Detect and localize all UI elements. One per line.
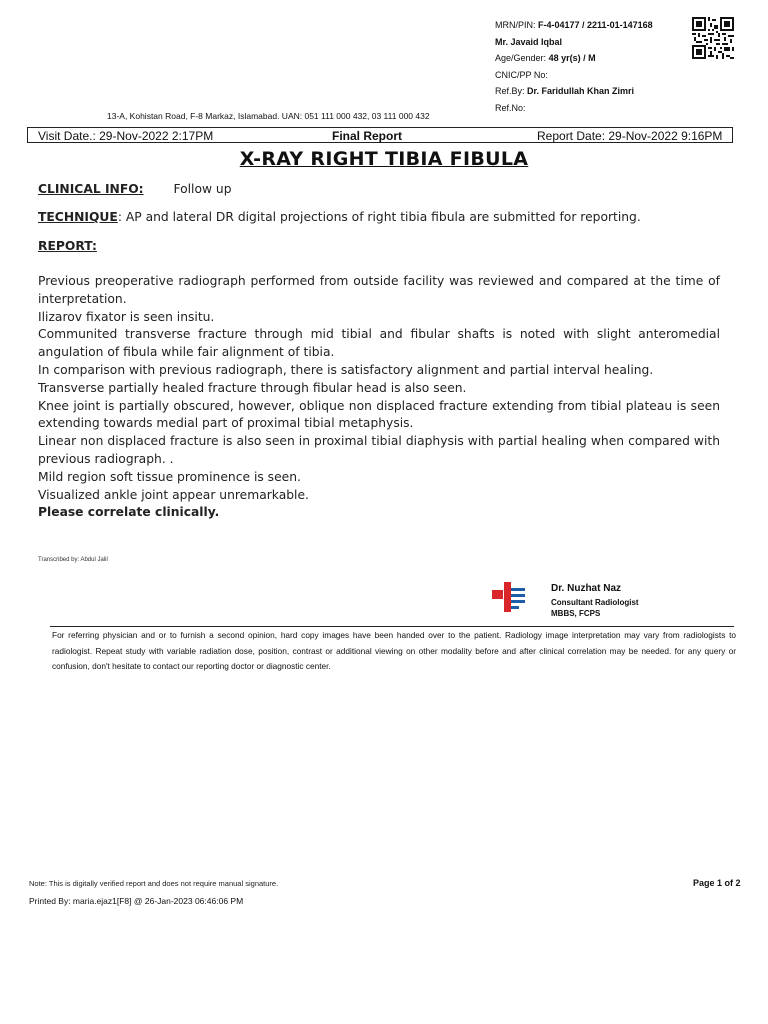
signature-block — [551, 583, 639, 619]
qr-code-icon — [692, 17, 734, 59]
mrn-label: MRN/PIN: — [495, 20, 536, 30]
finding-item: In comparison with previous radiograph, there is satisfactory alignment and partial interval healing. — [38, 362, 654, 377]
doctor-name: Dr. Nuzhat Naz — [551, 583, 622, 594]
clinical-info-value: Follow up — [173, 182, 232, 196]
page-number: Page 1 of 2 — [693, 878, 741, 888]
mrn-value: F-4-04177 / 2211-01-147168 — [538, 20, 653, 30]
technique-row — [38, 209, 720, 227]
findings-list — [38, 273, 720, 522]
refby-row — [495, 83, 653, 100]
finding-item: Mild region soft tissue prominence is seen. — [38, 469, 301, 484]
finding-item: Communited transverse fracture through mid tibial and fibular shafts is noted with slight anteromedial angulation of fibula while fair alignment of tibia. — [38, 327, 720, 360]
refno-row — [495, 100, 653, 117]
age-gender-value: 48 yr(s) / M — [548, 53, 596, 63]
patient-name: Mr. Javaid Iqbal — [495, 36, 563, 47]
divider — [50, 626, 734, 627]
finding-item: Visualized ankle joint appear unremarkable. — [38, 487, 309, 502]
finding-item: Ilizarov fixator is seen insitu. — [38, 309, 215, 324]
report-date: Report Date: 29-Nov-2022 9:16PM — [537, 129, 723, 143]
finding-item: Linear non displaced fracture is also seen in proximal tibial diaphysis with partial healing when compared with previous radiograph. . — [38, 434, 720, 466]
doctor-qualifications: MBBS, FCPS — [551, 609, 601, 618]
refby-value: Dr. Faridullah Khan Zimri — [527, 86, 635, 96]
clinical-info-label: CLINICAL INFO: — [38, 182, 144, 196]
patient-name-row — [495, 34, 653, 51]
finding-item: Knee joint is partially obscured, however, oblique non displaced fracture extending from tibial plateau is seen extending towards medial part of proximal tibial metaphysis. — [38, 398, 720, 431]
printed-by: Printed By: maria.ejaz1[F8] @ 26-Jan-2023 06:46:06 PM — [29, 896, 244, 906]
mrn-row — [495, 17, 653, 34]
doctor-title: Consultant Radiologist — [551, 598, 639, 607]
visit-date: Visit Date.: 29-Nov-2022 2:17PM — [38, 129, 214, 143]
refno-label: Ref.No: — [495, 102, 526, 113]
patient-info-block — [495, 17, 653, 116]
lab-address: 13-A, Kohistan Road, F-8 Markaz, Islamabad. UAN: 051 111 000 432, 03 111 000 432 — [107, 111, 430, 121]
finding-item: Transverse partially healed fracture through fibular head is also seen. — [38, 380, 467, 395]
cnic-label: CNIC/PP No: — [495, 69, 548, 80]
finding-item: Previous preoperative radiograph performed from outside facility was reviewed and compared at the time of interpretation. — [38, 274, 720, 306]
report-title: X-RAY RIGHT TIBIA FIBULA — [239, 148, 529, 170]
correlate-note: Please correlate clinically. — [38, 505, 220, 520]
report-status: Final Report — [332, 129, 403, 143]
age-gender-label: Age/Gender: — [495, 53, 547, 63]
visit-info-bar — [27, 127, 733, 143]
technique-label: TECHNIQUE — [38, 210, 118, 224]
cnic-row — [495, 67, 653, 84]
age-gender-row — [495, 50, 653, 67]
disclaimer-text: For referring physician and or to furnish a second opinion, hard copy images have been handed over to the patient. Radiology image interpretation may vary from radiologists to radiologist. Repeat study with variable radiation dose, position, contrast or additional viewing on other modality before and after clinical correlation may be needed. for any query or confusion, don't hesitate to contact our reporting doctor or diagnostic center. — [52, 630, 736, 671]
technique-value: : AP and lateral DR digital projections of right tibia fibula are submitted for reporting. — [117, 210, 641, 224]
clinical-info-row — [38, 181, 720, 199]
footer-note: Note: This is digitally verified report and does not require manual signature. — [29, 879, 279, 888]
report-section — [38, 238, 720, 256]
medical-cross-logo-icon — [492, 582, 526, 612]
transcribed-by: Transcribed by: Abdul Jalil — [38, 557, 108, 563]
report-label: REPORT: — [38, 239, 97, 253]
refby-label: Ref.By: — [495, 86, 525, 96]
